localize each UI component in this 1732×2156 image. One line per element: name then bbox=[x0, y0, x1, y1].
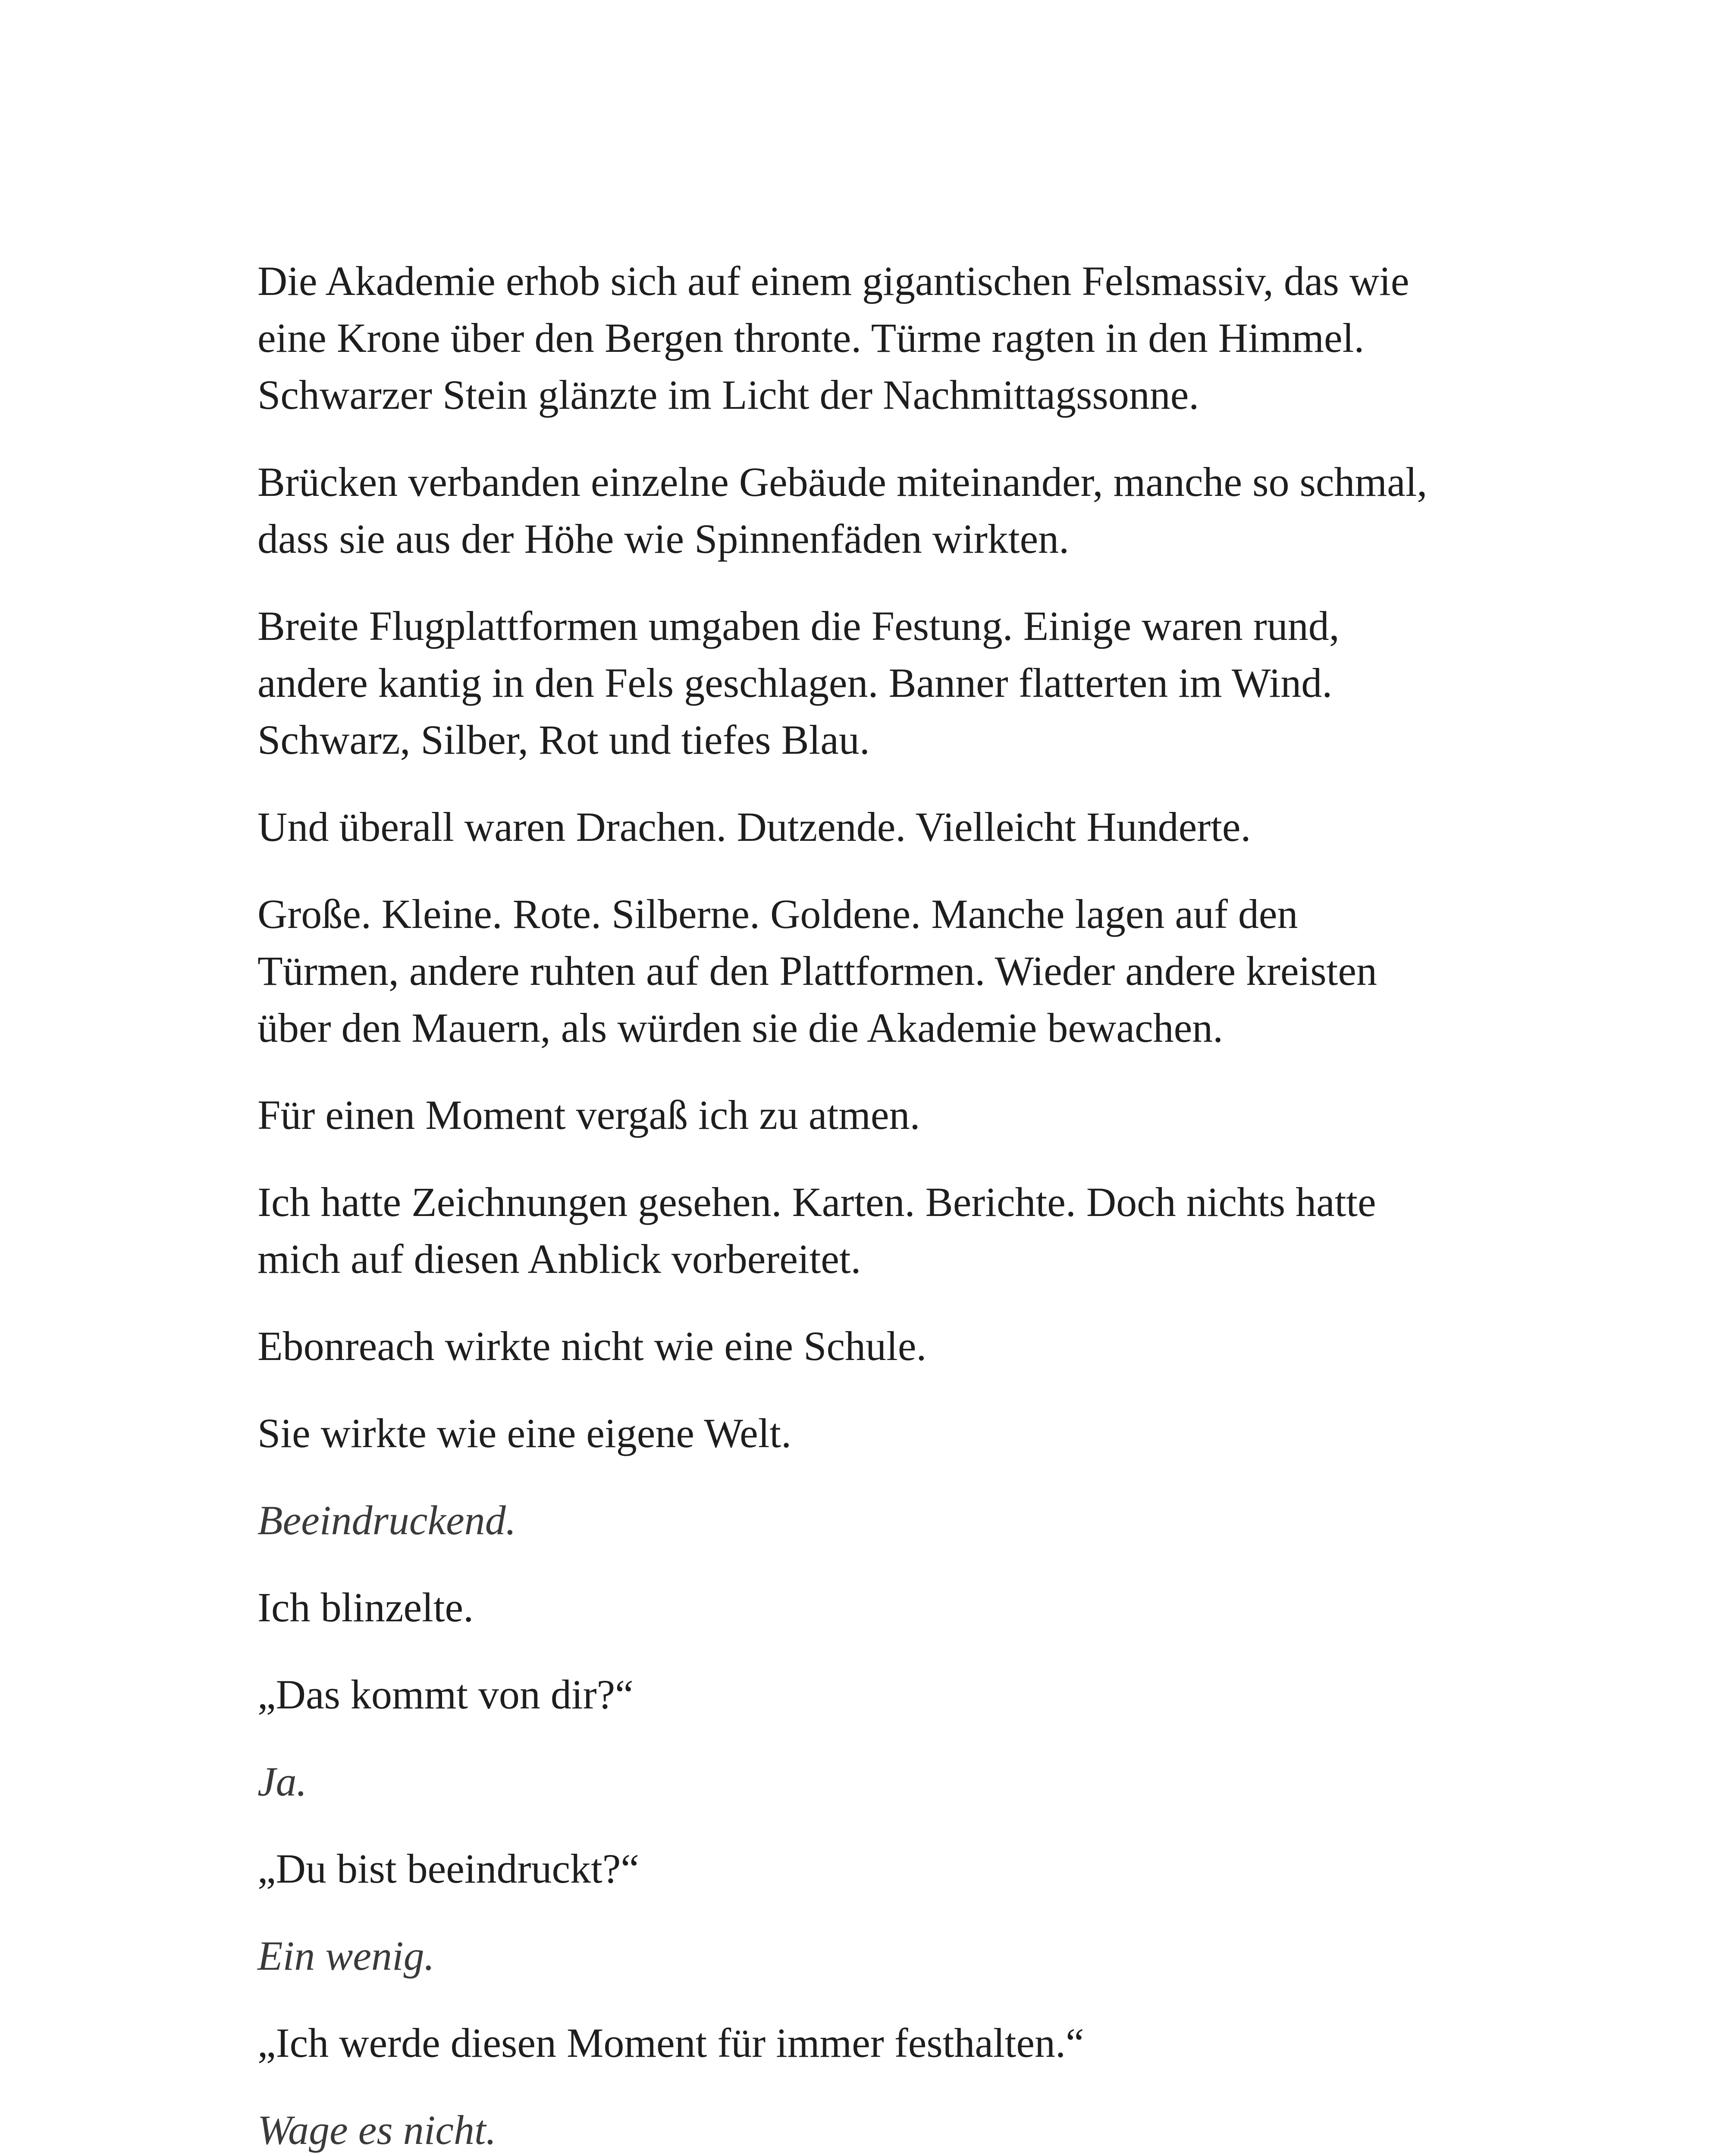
paragraph-2: Brücken verbanden einzelne Gebäude miteinander, manche so schmal, dass sie aus der Höhe wie Spinnenfäden wirkten. bbox=[257, 459, 1428, 562]
paragraph-11: Ich blinzelte. bbox=[257, 1584, 474, 1630]
paragraph-7: Ich hatte Zeichnungen gesehen. Karten. Berichte. Doch nichts hatte mich auf diesen Anblick vorbereitet. bbox=[257, 1179, 1376, 1282]
paragraph-6: Für einen Moment vergaß ich zu atmen. bbox=[257, 1092, 920, 1138]
body-text bbox=[257, 253, 1508, 2156]
paragraph-15-thought: Ein wenig. bbox=[257, 1933, 435, 1979]
paragraph-9: Sie wirkte wie eine eigene Welt. bbox=[257, 1410, 792, 1456]
paragraph-12-dialogue: „Das kommt von dir?“ bbox=[257, 1671, 634, 1717]
paragraph-1: Die Akademie erhob sich auf einem gigantischen Felsmassiv, das wie eine Krone über den Bergen thronte. Türme ragten in den Himmel. Schwarzer Stein glänzte im Licht der Nachmittagssonne. bbox=[257, 258, 1409, 418]
paragraph-8: Ebonreach wirkte nicht wie eine Schule. bbox=[257, 1323, 927, 1369]
paragraph-3: Breite Flugplattformen umgaben die Festung. Einige waren rund, andere kantig in den Fels geschlagen. Banner flatterten im Wind. Schwarz, Silber, Rot und tiefes Blau. bbox=[257, 603, 1340, 763]
paragraph-16-dialogue: „Ich werde diesen Moment für immer festhalten.“ bbox=[257, 2020, 1084, 2066]
paragraph-17-thought: Wage es nicht. bbox=[257, 2107, 496, 2153]
paragraph-10-thought: Beeindruckend. bbox=[257, 1497, 516, 1543]
paragraph-13-thought: Ja. bbox=[257, 1758, 307, 1805]
paragraph-14-dialogue: „Du bist beeindruckt?“ bbox=[257, 1846, 639, 1892]
paragraph-4: Und überall waren Drachen. Dutzende. Vielleicht Hunderte. bbox=[257, 804, 1251, 850]
paragraph-5: Große. Kleine. Rote. Silberne. Goldene. Manche lagen auf den Türmen, andere ruhten auf den Plattformen. Wieder andere kreisten über den Mauern, als würden sie die Akademie bewachen. bbox=[257, 891, 1377, 1051]
